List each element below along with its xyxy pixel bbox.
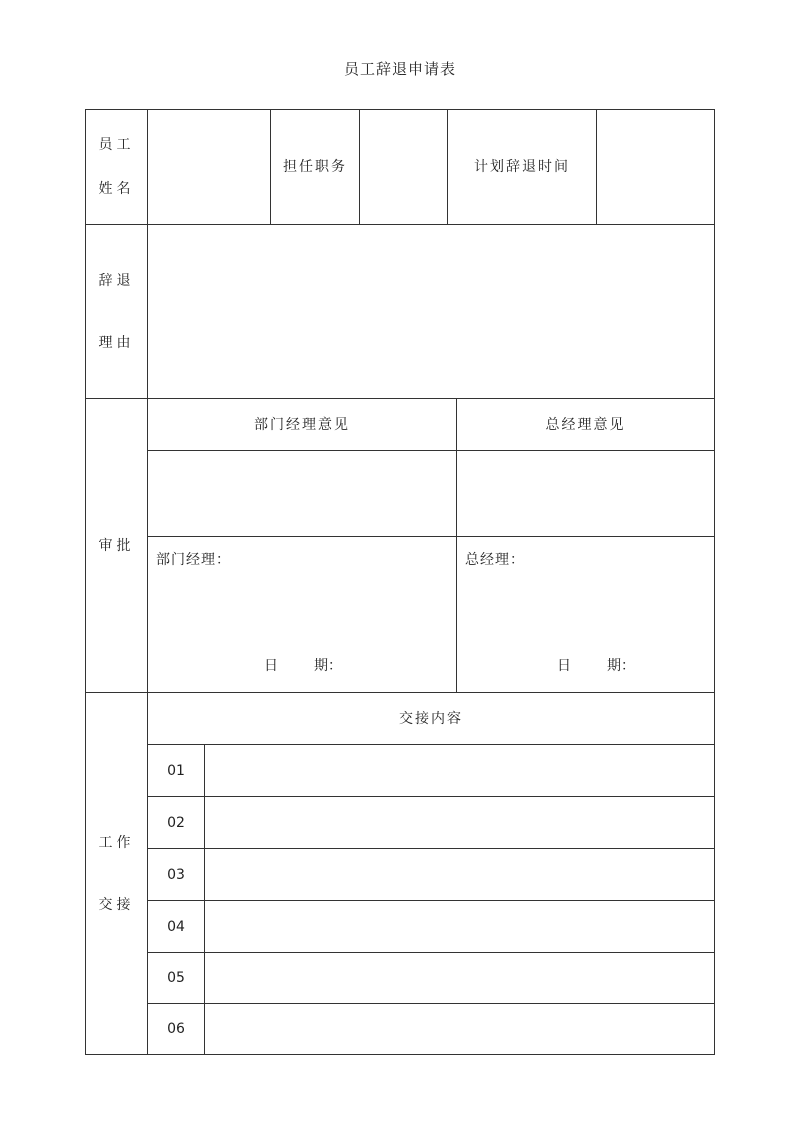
handover-row-content-3[interactable]	[204, 848, 715, 901]
handover-row-content-2[interactable]	[204, 796, 715, 849]
handover-row-number: 01	[167, 762, 185, 779]
handover-row-number: 03	[167, 866, 185, 883]
handover-row-number: 02	[167, 814, 185, 831]
handover-row-num-2	[147, 796, 205, 849]
handover-row-num-6	[147, 1003, 205, 1055]
dept-date-label: 日 期：	[264, 658, 342, 674]
reason-value-cell[interactable]	[147, 224, 715, 399]
name-label-line2: 姓名	[98, 181, 135, 197]
reason-label-cell	[85, 224, 148, 399]
approval-label: 审批	[98, 537, 135, 554]
handover-row-content-4[interactable]	[204, 900, 715, 953]
handover-header: 交接内容	[399, 710, 463, 727]
name-value-cell[interactable]	[147, 109, 271, 225]
approval-label-cell	[85, 398, 148, 693]
handover-row-num-1	[147, 744, 205, 797]
handover-row-num-4	[147, 900, 205, 953]
gm-sign-label: 总经理：	[465, 552, 525, 568]
handover-row-content-1[interactable]	[204, 744, 715, 797]
handover-label-cell	[85, 692, 148, 1055]
gm-signature-cell[interactable]	[456, 536, 715, 693]
form-title: 员工辞退申请表	[343, 60, 456, 78]
gm-header-cell	[456, 398, 715, 451]
handover-row-num-5	[147, 952, 205, 1004]
plan-date-label: 计划辞退时间	[474, 159, 570, 175]
plan-date-value-cell[interactable]	[596, 109, 715, 225]
handover-row-number: 05	[167, 970, 185, 986]
position-value-cell[interactable]	[359, 109, 448, 225]
position-label: 担任职务	[283, 159, 347, 175]
position-label-cell	[270, 109, 360, 225]
reason-label-line2: 理由	[98, 334, 135, 351]
name-label-cell	[85, 109, 148, 225]
dept-manager-opinion-cell[interactable]	[147, 450, 457, 537]
handover-row-content-5[interactable]	[204, 952, 715, 1004]
reason-label-line1: 辞退	[98, 272, 135, 289]
name-label-line1: 员工	[98, 137, 135, 153]
handover-header-cell	[147, 692, 715, 745]
handover-row-content-6[interactable]	[204, 1003, 715, 1055]
dept-manager-sign-label: 部门经理：	[156, 552, 231, 568]
dept-manager-header-cell	[147, 398, 457, 451]
handover-row-number: 04	[167, 918, 185, 935]
gm-date-label: 日 期：	[557, 658, 635, 674]
plan-date-label-cell	[447, 109, 597, 225]
handover-row-number: 06	[167, 1021, 185, 1037]
handover-label-line2: 交接	[98, 896, 135, 913]
gm-header: 总经理意见	[545, 416, 626, 433]
gm-opinion-cell[interactable]	[456, 450, 715, 537]
handover-row-num-3	[147, 848, 205, 901]
dept-manager-header: 部门经理意见	[254, 416, 350, 433]
dept-manager-signature-cell[interactable]	[147, 536, 457, 693]
handover-label-line1: 工作	[98, 834, 135, 851]
